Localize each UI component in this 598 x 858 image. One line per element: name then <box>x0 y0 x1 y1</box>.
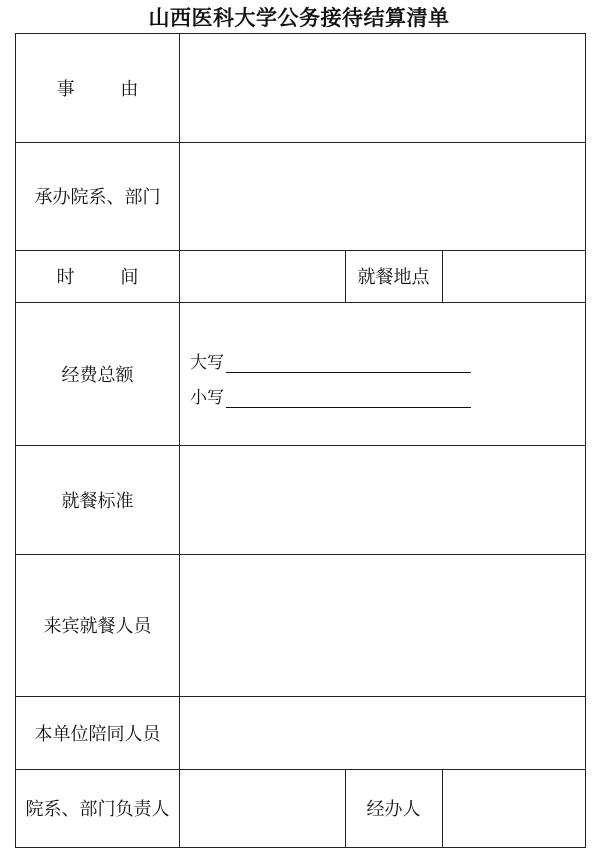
standard-label: 就餐标准 <box>61 490 134 512</box>
total-label: 经费总额 <box>61 364 134 386</box>
form-title: 山西医科大学公务接待结算清单 <box>148 5 450 30</box>
department-label: 承办院系、部门 <box>34 187 161 208</box>
head-field[interactable] <box>180 769 345 847</box>
standard-field[interactable] <box>180 445 585 554</box>
reason-field[interactable] <box>180 34 585 142</box>
settlement-form <box>15 33 586 848</box>
handler-field[interactable] <box>443 769 585 847</box>
time-field[interactable] <box>180 250 345 302</box>
amount-upper-field[interactable] <box>226 354 471 373</box>
reason-label: 事 由 <box>56 79 139 100</box>
companions-field[interactable] <box>180 696 585 769</box>
amount-lower-field[interactable] <box>226 389 471 408</box>
amount-upper-label: 大写 <box>190 353 224 373</box>
guests-field[interactable] <box>180 554 585 696</box>
amount-lower-label: 小写 <box>190 388 224 408</box>
department-field[interactable] <box>180 142 585 250</box>
guests-label: 来宾就餐人员 <box>43 616 152 637</box>
time-label: 时 间 <box>56 267 139 288</box>
head-label: 院系、部门负责人 <box>25 799 170 820</box>
companions-label: 本单位陪同人员 <box>34 723 161 745</box>
location-label: 就餐地点 <box>357 267 430 288</box>
amount-upper-row <box>190 348 471 373</box>
amount-lower-row <box>190 383 471 408</box>
location-field[interactable] <box>443 250 585 302</box>
handler-label: 经办人 <box>366 799 421 820</box>
